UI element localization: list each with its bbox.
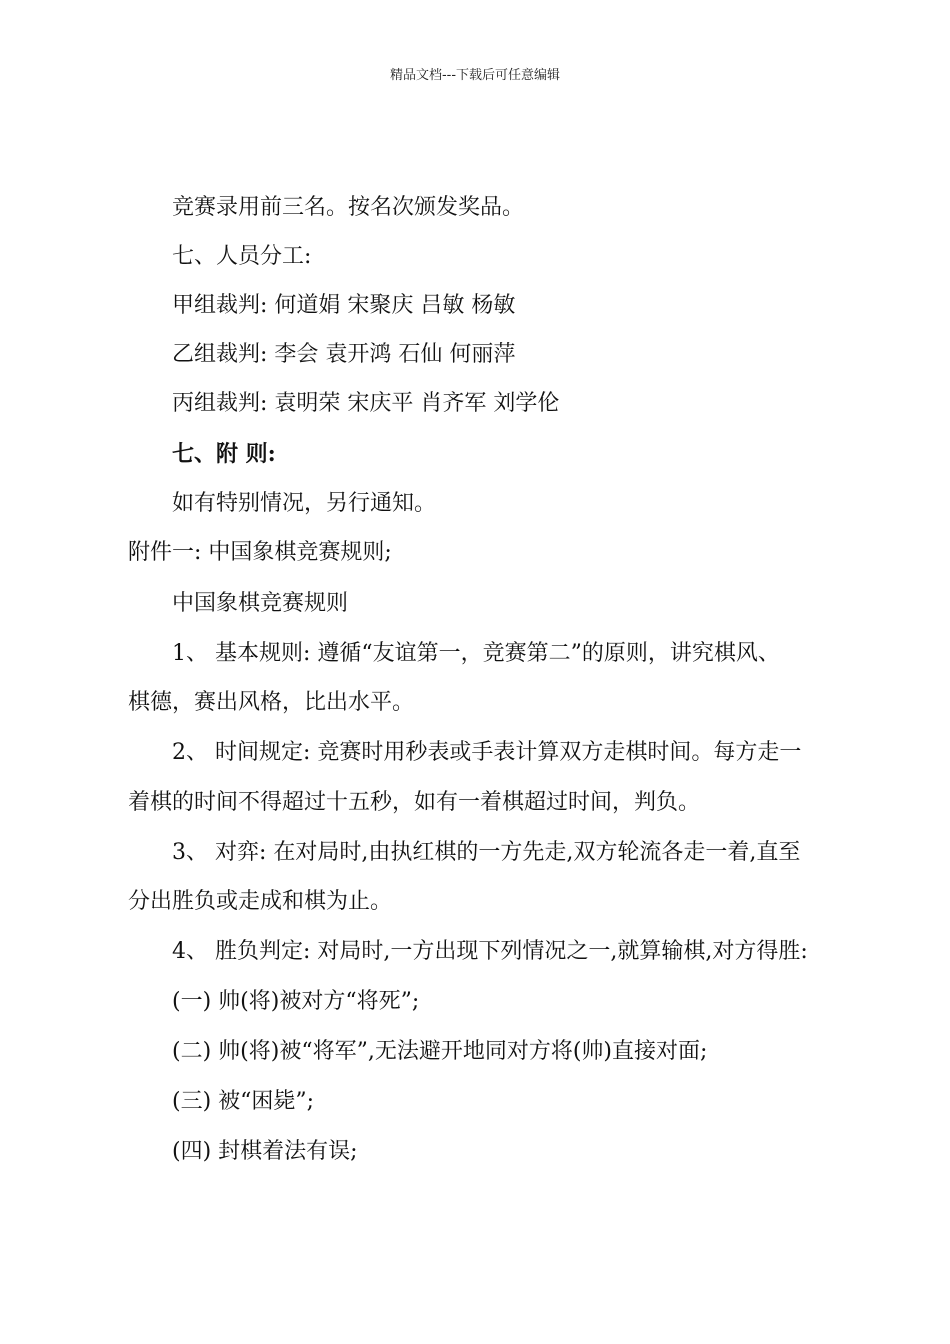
section-heading: 七、附 则: bbox=[172, 441, 276, 467]
text-line: 附件一: 中国象棋竞赛规则; bbox=[128, 540, 392, 565]
page-header: 精品文档---下载后可任意编辑 bbox=[389, 68, 561, 83]
text-line: 分出胜负或走成和棋为止。 bbox=[128, 889, 393, 914]
text-line: 中国象棋竞赛规则 bbox=[172, 591, 349, 616]
text-line: (二) 帅(将)被“将军”,无法避开地同对方将(帅)直接对面; bbox=[172, 1039, 708, 1064]
text-line: 4、 胜负判定: 对局时,一方出现下列情况之一,就算输棋,对方得胜: bbox=[172, 939, 808, 964]
text-line: 甲组裁判: 何道娟 宋聚庆 吕敏 杨敏 bbox=[172, 293, 516, 318]
text-line: (三) 被“困毙”; bbox=[172, 1089, 315, 1114]
text-line: 着棋的时间不得超过十五秒，如有一着棋超过时间，判负。 bbox=[128, 790, 701, 815]
text-line: 丙组裁判: 袁明荣 宋庆平 肖齐军 刘学伦 bbox=[172, 391, 560, 416]
text-line: (一) 帅(将)被对方“将死”; bbox=[172, 989, 420, 1014]
text-line: 1、 基本规则: 遵循“友谊第一，竞赛第二”的原则，讲究棋风、 bbox=[172, 641, 780, 666]
section-heading: 七、人员分工: bbox=[172, 244, 312, 269]
text-line: 竞赛录用前三名。按名次颁发奖品。 bbox=[172, 195, 525, 220]
text-line: 2、 时间规定: 竞赛时用秒表或手表计算双方走棋时间。每方走一 bbox=[172, 740, 802, 765]
text-line: 棋德，赛出风格，比出水平。 bbox=[128, 690, 415, 715]
text-line: 乙组裁判: 李会 袁开鸿 石仙 何丽萍 bbox=[172, 342, 516, 367]
text-line: 3、 对弈: 在对局时,由执红棋的一方先走,双方轮流各走一着,直至 bbox=[172, 840, 801, 865]
text-line: 如有特别情况，另行通知。 bbox=[172, 491, 437, 516]
text-line: (四) 封棋着法有误; bbox=[172, 1139, 358, 1164]
